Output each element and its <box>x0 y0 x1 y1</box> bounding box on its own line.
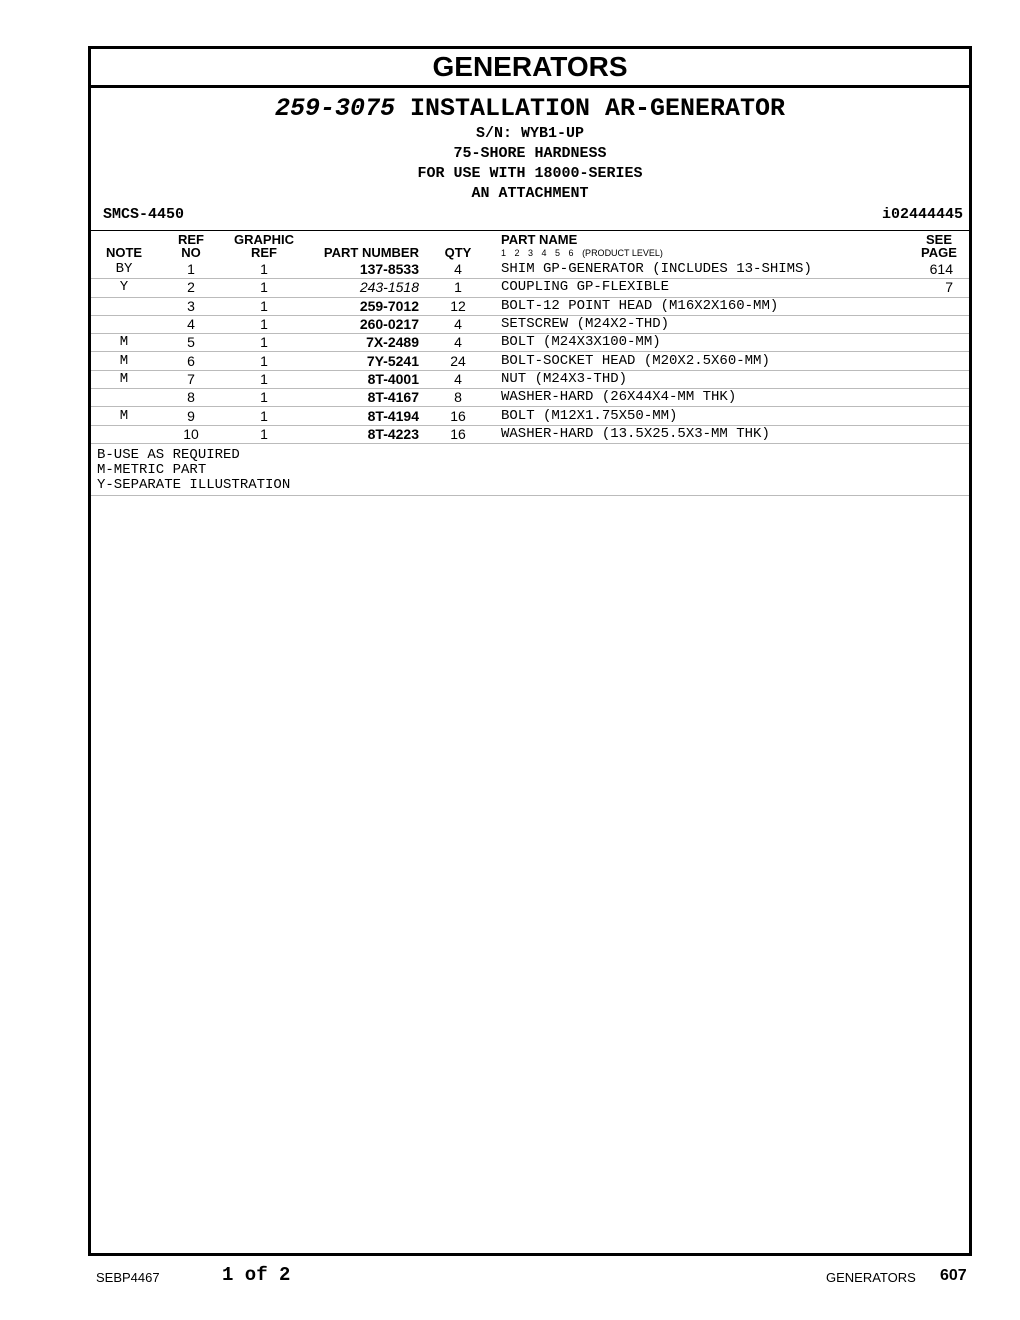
document-id: SEBP4467 <box>96 1270 160 1285</box>
row-ref-no: 1 <box>157 261 225 279</box>
attachment-line: AN ATTACHMENT <box>471 185 589 202</box>
table-row <box>91 425 969 443</box>
product-level-numbers: 1 2 3 4 5 6 <box>501 248 574 258</box>
row-part-name: BOLT-SOCKET HEAD (M20X2.5X60-MM) <box>497 352 909 370</box>
row-part-number[interactable]: 8T-4194 <box>303 407 419 425</box>
table-row <box>91 261 969 279</box>
row-part-number[interactable]: 259-7012 <box>303 297 419 315</box>
row-graphic-ref: 1 <box>225 389 303 407</box>
row-qty: 16 <box>419 425 497 443</box>
row-note <box>91 297 157 315</box>
row-qty: 4 <box>419 370 497 388</box>
page-frame <box>88 46 972 1256</box>
row-graphic-ref: 1 <box>225 334 303 352</box>
header-ref-bottom: NO <box>181 245 201 260</box>
parts-table <box>91 230 969 444</box>
row-part-name: SETSCREW (M24X2-THD) <box>497 315 909 333</box>
row-see-page <box>909 352 969 370</box>
row-part-number[interactable]: 7X-2489 <box>303 334 419 352</box>
footer-section: GENERATORS <box>826 1270 916 1285</box>
row-see-page[interactable]: 7 <box>909 279 969 297</box>
product-level-label: (PRODUCT LEVEL) <box>582 248 663 258</box>
row-qty: 4 <box>419 315 497 333</box>
table-row <box>91 334 969 352</box>
row-qty: 8 <box>419 389 497 407</box>
table-header-row <box>91 231 969 262</box>
row-qty: 1 <box>419 279 497 297</box>
table-row <box>91 352 969 370</box>
row-ref-no: 8 <box>157 389 225 407</box>
row-see-page <box>909 407 969 425</box>
row-graphic-ref: 1 <box>225 370 303 388</box>
row-see-page <box>909 370 969 388</box>
row-note: M <box>91 352 157 370</box>
row-graphic-ref: 1 <box>225 352 303 370</box>
table-row <box>91 389 969 407</box>
row-see-page <box>909 297 969 315</box>
header-ref-top: REF <box>178 232 204 247</box>
page-of: 1 of 2 <box>222 1264 291 1286</box>
table-row <box>91 407 969 425</box>
serial-range: S/N: WYB1-UP <box>475 125 585 142</box>
row-part-name: SHIM GP-GENERATOR (INCLUDES 13-SHIMS) <box>497 261 909 279</box>
row-graphic-ref: 1 <box>225 315 303 333</box>
header-graphic-bottom: REF <box>251 245 277 260</box>
section-title: GENERATORS <box>91 49 969 88</box>
row-see-page <box>909 315 969 333</box>
row-part-number[interactable]: 8T-4223 <box>303 425 419 443</box>
row-qty: 12 <box>419 297 497 315</box>
table-row <box>91 370 969 388</box>
header-graphic-top: GRAPHIC <box>234 232 294 247</box>
group-title <box>91 94 969 124</box>
product-levels <box>501 248 909 259</box>
table-row <box>91 297 969 315</box>
group-part-number: 259-3075 <box>274 94 395 123</box>
header-qty: QTY <box>419 231 497 262</box>
page-footer <box>0 1262 1020 1290</box>
row-ref-no: 4 <box>157 315 225 333</box>
row-part-number[interactable]: 260-0217 <box>303 315 419 333</box>
row-graphic-ref: 1 <box>225 261 303 279</box>
row-see-page <box>909 334 969 352</box>
row-ref-no: 6 <box>157 352 225 370</box>
note-m: M-METRIC PART <box>97 461 207 478</box>
row-qty: 4 <box>419 334 497 352</box>
row-graphic-ref: 1 <box>225 425 303 443</box>
header-see-top: SEE <box>925 232 952 247</box>
table-row <box>91 279 969 297</box>
row-qty: 16 <box>419 407 497 425</box>
row-part-name: BOLT (M24X3X100-MM) <box>497 334 909 352</box>
illustration-id: i02444445 <box>881 206 963 223</box>
row-part-number[interactable]: 243-1518 <box>303 279 419 297</box>
row-qty: 4 <box>419 261 497 279</box>
row-part-name: COUPLING GP-FLEXIBLE <box>497 279 909 297</box>
row-note <box>91 315 157 333</box>
notes-legend <box>91 444 969 496</box>
smcs-row <box>91 204 969 226</box>
row-note <box>91 425 157 443</box>
note-b: B-USE AS REQUIRED <box>97 446 240 463</box>
row-ref-no: 10 <box>157 425 225 443</box>
header-see-page <box>909 231 969 262</box>
row-part-number[interactable]: 137-8533 <box>303 261 419 279</box>
row-part-name: WASHER-HARD (13.5X25.5X3-MM THK) <box>497 425 909 443</box>
row-graphic-ref: 1 <box>225 279 303 297</box>
note-y: Y-SEPARATE ILLUSTRATION <box>97 476 291 493</box>
row-part-number[interactable]: 8T-4167 <box>303 389 419 407</box>
page-number: 607 <box>940 1267 967 1284</box>
row-note: M <box>91 334 157 352</box>
row-note: M <box>91 370 157 388</box>
row-note: Y <box>91 279 157 297</box>
group-header <box>91 94 969 204</box>
row-see-page <box>909 389 969 407</box>
spec-line: 75-SHORE HARDNESS <box>453 145 607 162</box>
row-ref-no: 9 <box>157 407 225 425</box>
row-note <box>91 389 157 407</box>
row-ref-no: 3 <box>157 297 225 315</box>
smcs-code: SMCS-4450 <box>103 206 185 223</box>
row-part-name: BOLT (M12X1.75X50-MM) <box>497 407 909 425</box>
row-part-number[interactable]: 8T-4001 <box>303 370 419 388</box>
row-qty: 24 <box>419 352 497 370</box>
row-note: M <box>91 407 157 425</box>
usage-line: FOR USE WITH 18000-SERIES <box>417 165 643 182</box>
header-graphic-ref <box>225 231 303 262</box>
row-note: BY <box>91 261 157 279</box>
header-part-name-label: PART NAME <box>501 232 578 247</box>
row-ref-no: 7 <box>157 370 225 388</box>
header-part-name <box>497 231 909 262</box>
header-see-bottom: PAGE <box>921 245 957 260</box>
row-graphic-ref: 1 <box>225 407 303 425</box>
group-name: INSTALLATION AR-GENERATOR <box>409 94 786 123</box>
row-part-number[interactable]: 7Y-5241 <box>303 352 419 370</box>
row-graphic-ref: 1 <box>225 297 303 315</box>
row-see-page[interactable]: 614 <box>909 261 969 279</box>
header-ref-no <box>157 231 225 262</box>
row-part-name: NUT (M24X3-THD) <box>497 370 909 388</box>
row-ref-no: 2 <box>157 279 225 297</box>
row-part-name: WASHER-HARD (26X44X4-MM THK) <box>497 389 909 407</box>
row-see-page <box>909 425 969 443</box>
row-ref-no: 5 <box>157 334 225 352</box>
header-part-number: PART NUMBER <box>303 231 419 262</box>
row-part-name: BOLT-12 POINT HEAD (M16X2X160-MM) <box>497 297 909 315</box>
header-note: NOTE <box>91 231 157 262</box>
table-row <box>91 315 969 333</box>
